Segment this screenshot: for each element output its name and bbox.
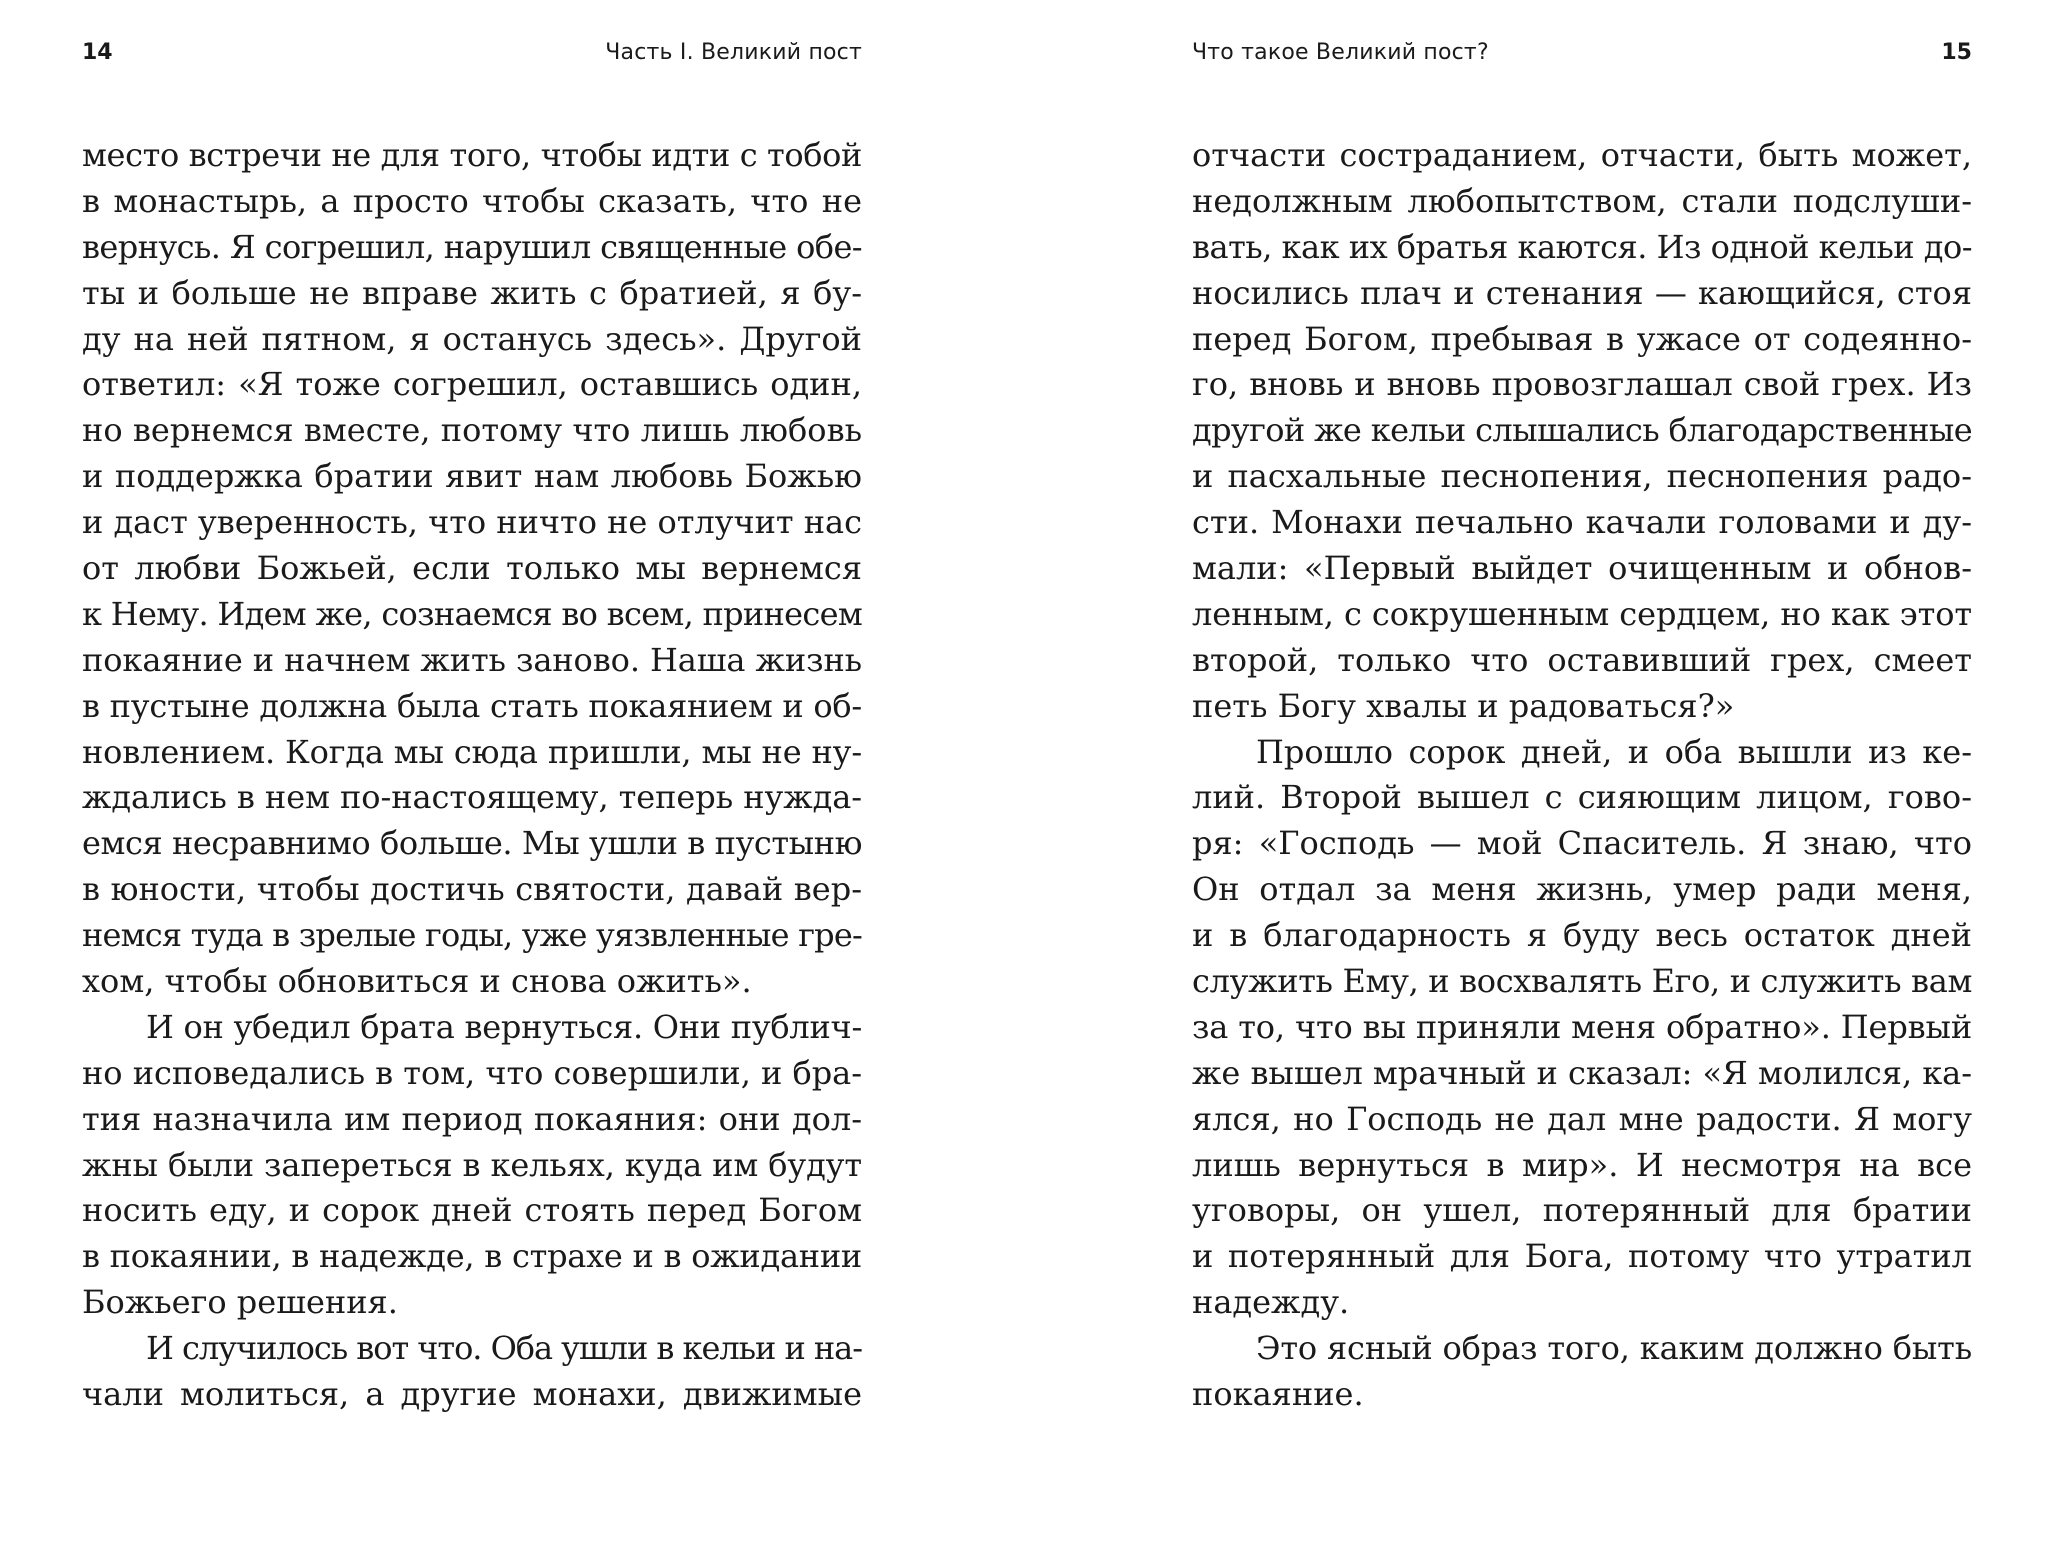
text-line: покаяние и начнем жить заново. Наша жизнь: [82, 640, 863, 679]
running-head-title: Часть I. Великий пост: [605, 40, 862, 65]
text-line: лишь вернуться в мир». И несмотря на все: [1192, 1145, 1972, 1184]
text-line: надежду.: [1192, 1283, 1350, 1322]
text-line: к Нему. Идем же, сознаемся во всем, принесем: [82, 594, 862, 633]
paragraph-first-line: И он убедил брата вернуться. Они публич-: [146, 1007, 862, 1046]
text-line: ты и больше не вправе жить с братией, я бу-: [82, 273, 862, 312]
text-line: в юности, чтобы достичь святости, давай вер-: [82, 870, 862, 909]
page-number: 15: [1941, 40, 1972, 65]
page-number: 14: [82, 40, 113, 65]
text-line: ду на ней пятном, я останусь здесь». Другой: [82, 319, 862, 358]
text-line: в монастырь, а просто чтобы сказать, что не: [82, 181, 862, 220]
text-line: вать, как их братья каются. Из одной кельи до-: [1192, 227, 1973, 266]
text-line: ленным, с сокрушенным сердцем, но как этот: [1192, 594, 1973, 633]
text-line: в покаянии, в надежде, в страхе и в ожидании: [82, 1237, 863, 1276]
text-line: второй, только что оставивший грех, смеет: [1192, 640, 1972, 679]
text-line: перед Богом, пребывая в ужасе от содеянно-: [1192, 319, 1972, 358]
body-text: [82, 133, 862, 1418]
text-line: ря: «Господь — мой Спаситель. Я знаю, что: [1192, 824, 1972, 863]
text-line: служить Ему, и восхвалять Его, и служить вам: [1192, 962, 1973, 1001]
text-line: Он отдал за меня жизнь, умер ради меня,: [1192, 870, 1972, 909]
paragraph-first-line: Это ясный образ того, каким должно быть: [1256, 1329, 1972, 1368]
text-line: ответил: «Я тоже согрешил, оставшись один,: [82, 365, 862, 404]
text-line: новлением. Когда мы сюда пришли, мы не ну-: [82, 732, 862, 771]
text-line: и потерянный для Бога, потому что утратил: [1192, 1237, 1972, 1276]
text-line: покаяние.: [1192, 1375, 1364, 1414]
text-line: в пустыне должна была стать покаянием и об-: [82, 686, 862, 725]
text-line: Божьего решения.: [82, 1283, 398, 1322]
text-line: носить еду, и сорок дней стоять перед Богом: [82, 1191, 862, 1230]
text-line: уговоры, он ушел, потерянный для братии: [1192, 1191, 1972, 1230]
text-line: го, вновь и вновь провозглашал свой грех. Из: [1192, 365, 1972, 404]
running-head: [82, 36, 862, 70]
text-line: ждались в нем по-настоящему, теперь нужда-: [82, 778, 862, 817]
text-line: ялся, но Господь не дал мне радости. Я могу: [1192, 1099, 1972, 1138]
text-line: же вышел мрачный и сказал: «Я молился, ка-: [1192, 1053, 1973, 1092]
text-line: чали молиться, а другие монахи, движимые: [82, 1375, 862, 1414]
text-line: недолжным любопытством, стали подслуши-: [1192, 181, 1972, 220]
text-line: другой же кельи слышались благодарственные: [1192, 411, 1972, 450]
text-line: мали: «Первый выйдет очищенным и обнов-: [1192, 549, 1972, 588]
text-line: тия назначила им период покаяния: они дол-: [82, 1099, 862, 1138]
text-line: вернусь. Я согрешил, нарушил священные обе-: [82, 227, 862, 266]
text-line: жны были запереться в кельях, куда им будут: [82, 1145, 862, 1184]
text-line: и пасхальные песнопения, песнопения радо-: [1192, 457, 1972, 496]
text-line: но вернемся вместе, потому что лишь любовь: [82, 411, 862, 450]
text-line: немся туда в зрелые годы, уже уязвленные гре-: [82, 916, 863, 955]
text-line: носились плач и стенания — кающийся, стоя: [1192, 273, 1972, 312]
paragraph-first-line: И случилось вот что. Оба ушли в кельи и на-: [146, 1329, 862, 1368]
text-line: хом, чтобы обновиться и снова ожить».: [82, 962, 752, 1001]
text-line: от любви Божьей, если только мы вернемся: [82, 549, 862, 588]
text-line: и даст уверенность, что ничто не отлучит нас: [82, 503, 862, 542]
text-line: место встречи не для того, чтобы идти с тобой: [82, 136, 863, 174]
text-line: и поддержка братии явит нам любовь Божью: [82, 457, 862, 496]
text-line: но исповедались в том, что совершили, и бра-: [82, 1053, 862, 1092]
text-line: и в благодарность я буду весь остаток дней: [1192, 916, 1972, 955]
text-line: сти. Монахи печально качали головами и ду-: [1192, 503, 1972, 542]
body-text: [1192, 133, 1972, 1418]
running-head-title: Что такое Великий пост?: [1192, 40, 1489, 65]
paragraph-first-line: Прошло сорок дней, и оба вышли из ке-: [1256, 732, 1972, 771]
text-line: емся несравнимо больше. Мы ушли в пустыню: [82, 824, 863, 863]
text-line: отчасти состраданием, отчасти, быть может,: [1192, 136, 1972, 174]
text-line: за то, что вы приняли меня обратно». Первый: [1192, 1007, 1973, 1046]
running-head: [1192, 36, 1972, 70]
text-line: петь Богу хвалы и радоваться?»: [1192, 686, 1735, 725]
text-line: лий. Второй вышел с сияющим лицом, гово-: [1192, 778, 1972, 817]
left-page: [82, 0, 862, 1560]
right-page: [1192, 0, 1972, 1560]
